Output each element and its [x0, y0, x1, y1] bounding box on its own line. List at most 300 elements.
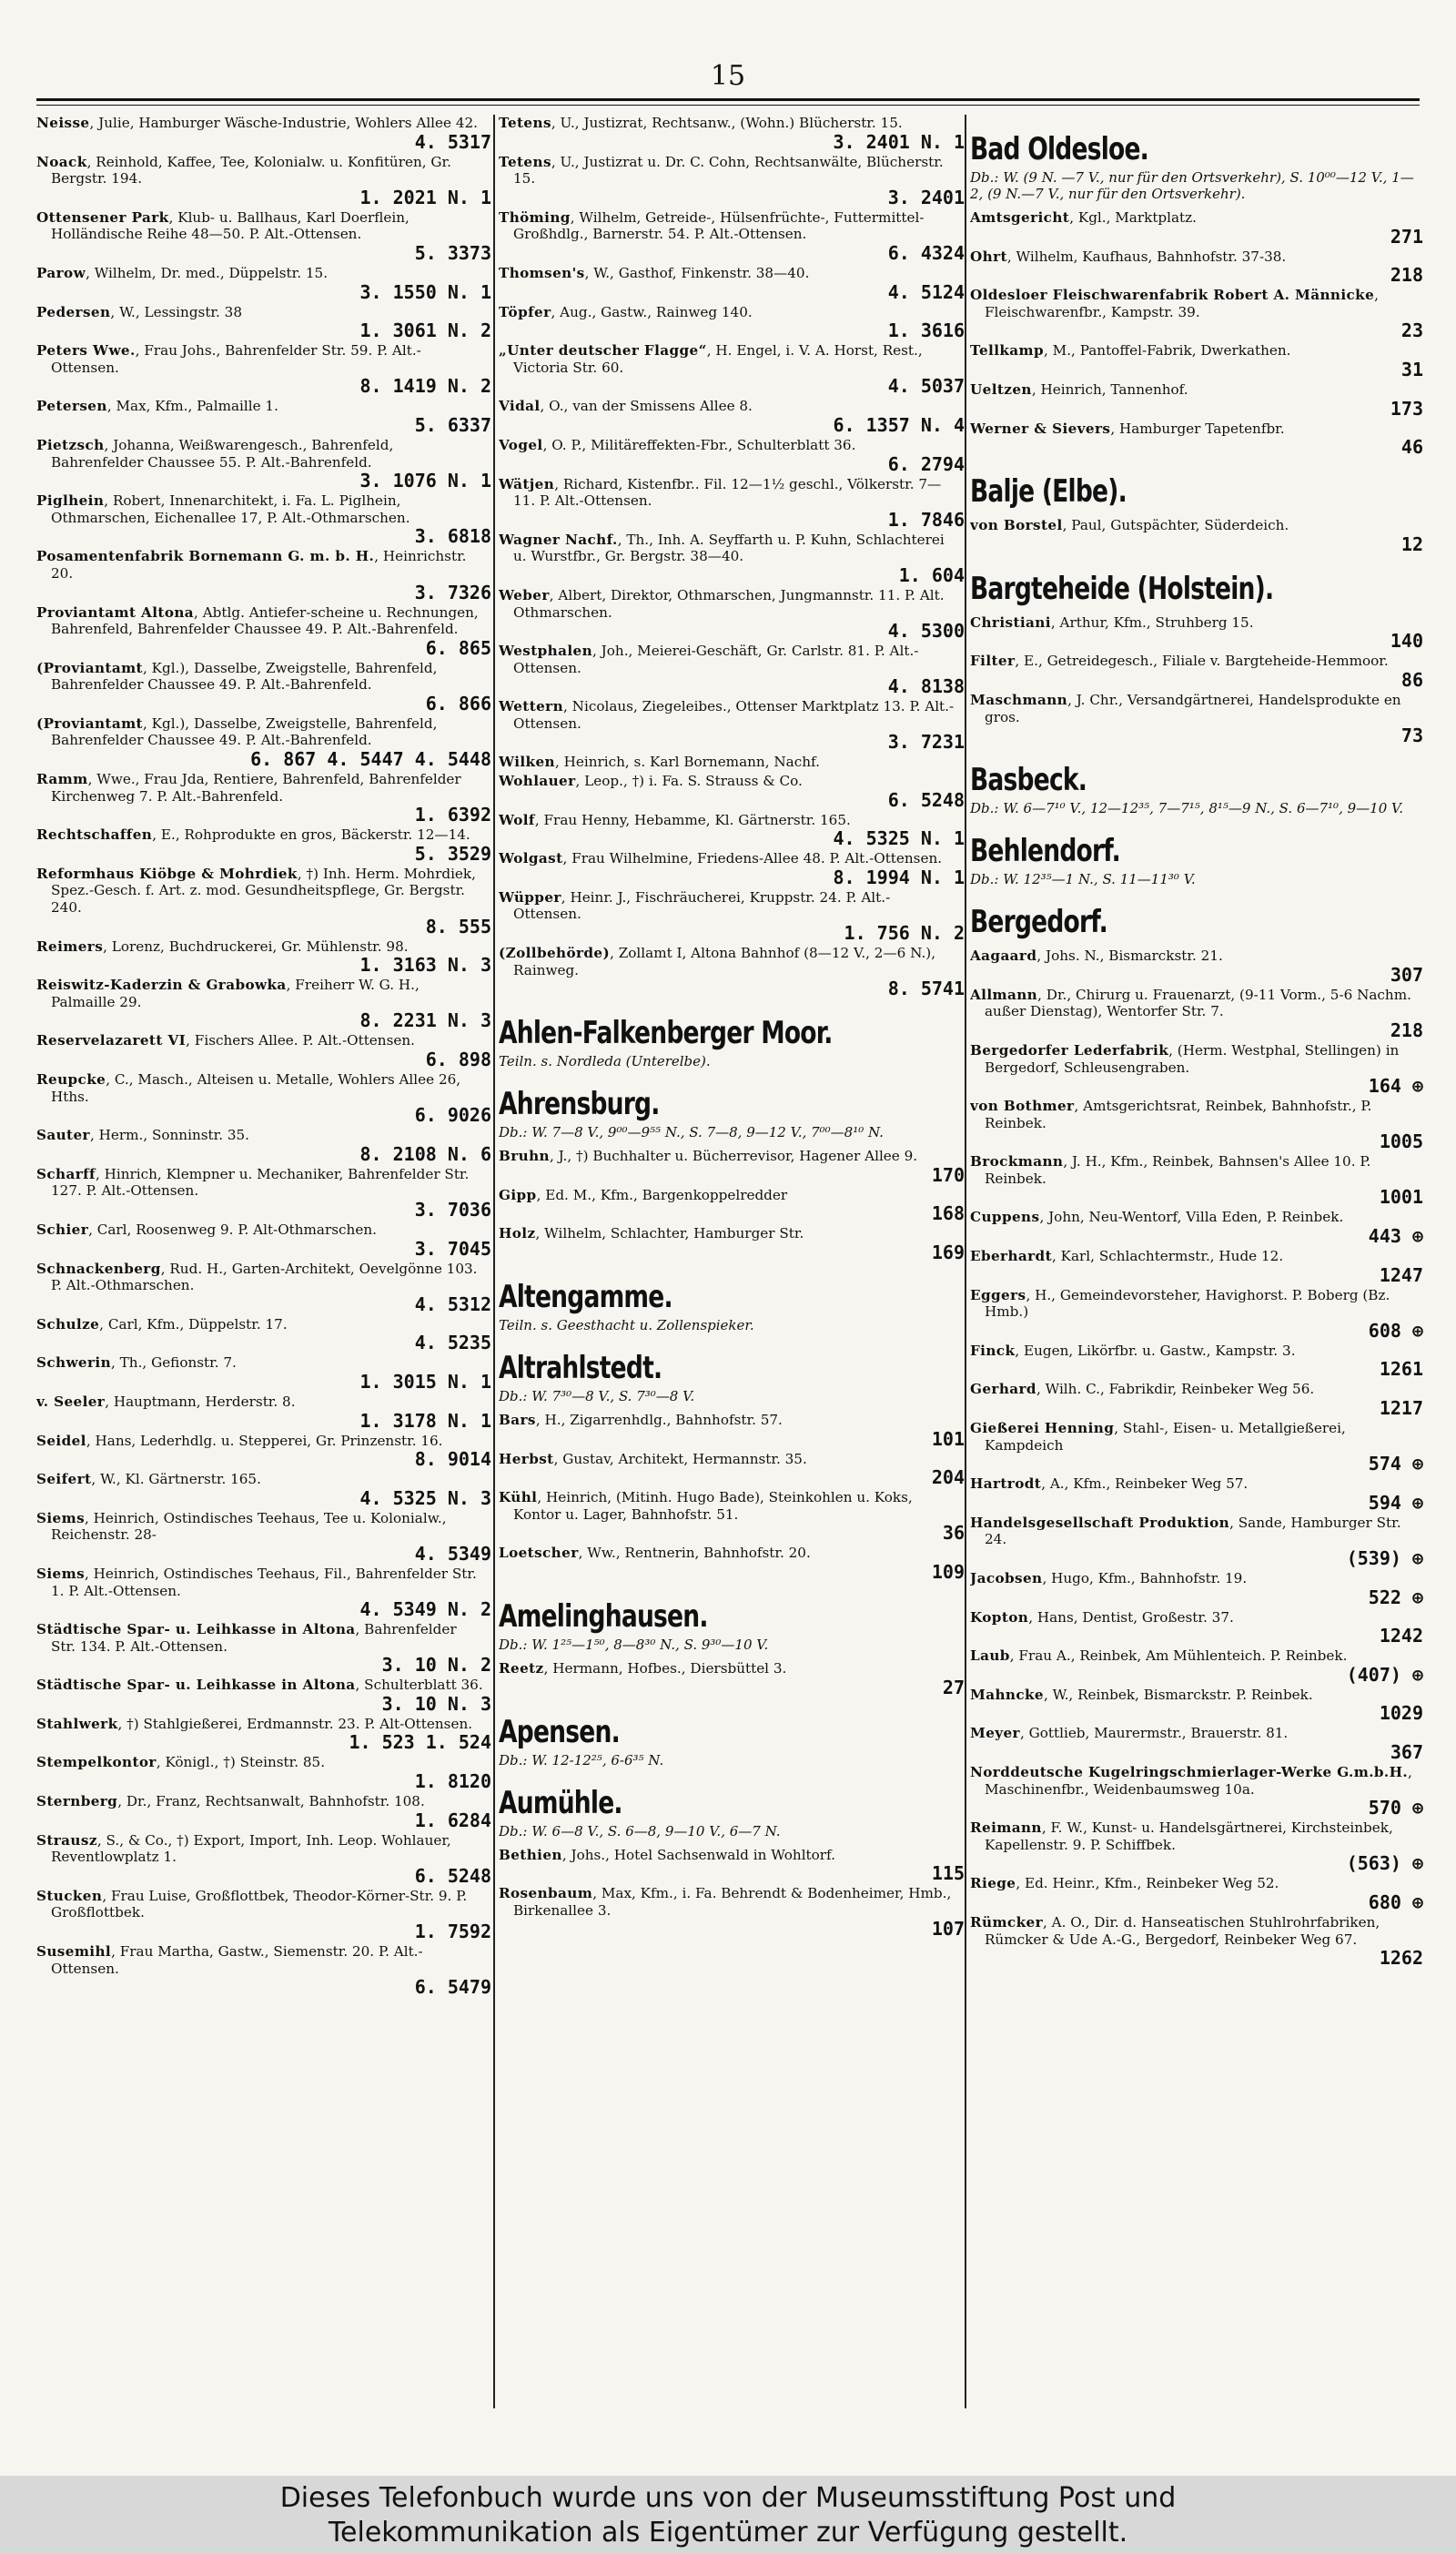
phone-number: 12 — [1400, 532, 1423, 555]
directory-entry — [970, 1687, 1423, 1724]
phone-number: 1029 — [1379, 1702, 1423, 1725]
entry-text: Wolf, Frau Henny, Hebamme, Kl. Gärtnerstr. 165. — [499, 811, 851, 828]
directory-entry — [36, 1793, 491, 1830]
footer-line-2: Telekommunikation als Eigentümer zur Verfügung gestellt. — [328, 2517, 1128, 2549]
directory-entry — [36, 1166, 491, 1220]
place-details: Db.: W. 12³⁵—1 N., S. 11—11³⁰ V. — [970, 871, 1196, 888]
phone-number: 3. 7326 — [414, 581, 491, 603]
column-divider — [493, 115, 495, 2408]
directory-entry — [499, 1225, 965, 1262]
phone-number: 140 — [1390, 630, 1423, 653]
phone-number: 3. 7036 — [414, 1198, 491, 1221]
phone-number: 204 — [931, 1466, 965, 1489]
entry-text: Tellkamp, M., Pantoffel-Fabrik, Dwerkathen. — [970, 342, 1291, 360]
entry-text: Loetscher, Ww., Rentnerin, Bahnhofstr. 20. — [499, 1545, 811, 1562]
entry-text: Rechtschaffen, E., Rohprodukte en gros, Bäckerstr. 12—14. — [36, 826, 470, 844]
entry-text: Wagner Nachf., Th., Inh. A. Seyffarth u. P. Kuhn, Schlachterei u. Wurstfbr., Gr. Bergstr. 38—40. — [499, 531, 945, 565]
phone-number: 3. 1076 N. 1 — [359, 470, 491, 492]
place-name: Amelinghausen. — [499, 1597, 708, 1635]
phone-number: 1247 — [1379, 1263, 1423, 1286]
phone-number: 3. 6818 — [414, 525, 491, 548]
phone-number: 6. 2794 — [887, 452, 965, 475]
phone-number: 1005 — [1379, 1130, 1423, 1153]
phone-number: 31 — [1400, 358, 1423, 380]
directory-entry — [36, 771, 491, 825]
entry-text: „Unter deutscher Flagge“, H. Engel, i. V. A. Horst, Rest., Victoria Str. 60. — [499, 342, 923, 376]
directory-entry — [36, 398, 491, 435]
entry-text: Holz, Wilhelm, Schlachter, Hamburger Str. — [499, 1225, 804, 1242]
phone-number: 4. 5312 — [414, 1292, 491, 1315]
phone-number: 27 — [942, 1676, 965, 1698]
directory-entry — [36, 1261, 491, 1314]
entry-text: Vidal, O., van der Smissens Allee 8. — [499, 398, 753, 415]
entry-text: Rümcker, A. O., Dir. d. Hanseatischen Stuhlrohrfabriken, Rümcker & Ude A.-G., Bergedorf, Reinbeker Weg 67. — [970, 1913, 1380, 1948]
phone-number: 218 — [1390, 1019, 1423, 1041]
place-heading — [499, 1015, 965, 1069]
place-details: Db.: W. 7—8 V., 9⁰⁰—9⁵⁵ N., S. 7—8, 9—12 V., 7⁰⁰—8¹⁰ N. — [499, 1124, 884, 1141]
phone-number: 1. 3061 N. 2 — [359, 319, 491, 342]
phone-number: 574 ⊕ — [1368, 1453, 1423, 1475]
directory-entry — [499, 754, 965, 771]
phone-number: 1. 604 — [898, 563, 965, 586]
entry-text: Proviantamt Altona, Abtlg. Antiefer-scheine u. Rechnungen, Bahrenfeld, Bahrenfelder Chaussee 49. P. Alt.-Bahrenfeld. — [36, 603, 479, 638]
entry-text: Wilken, Heinrich, s. Karl Bornemann, Nachf. — [499, 754, 820, 771]
directory-entry — [499, 1885, 965, 1939]
entry-text: Reetz, Hermann, Hofbes., Diersbüttel 3. — [499, 1659, 787, 1677]
column-1 — [36, 115, 491, 2408]
entry-text: Sternberg, Dr., Franz, Rechtsanwalt, Bahnhofstr. 108. — [36, 1793, 425, 1810]
phone-number: 1. 523 1. 524 — [349, 1731, 491, 1754]
phone-number: 443 ⊕ — [1368, 1225, 1423, 1248]
entry-text: Riege, Ed. Heinr., Kfm., Reinbeker Weg 52. — [970, 1875, 1279, 1892]
directory-entry — [36, 1354, 491, 1392]
entry-text: Kopton, Hans, Dentist, Großestr. 37. — [970, 1608, 1234, 1626]
directory-entry — [36, 115, 491, 152]
phone-number: 1242 — [1379, 1625, 1423, 1647]
phone-number: 4. 5235 — [414, 1332, 491, 1354]
entry-text: Cuppens, John, Neu-Wentorf, Villa Eden, P. Reinbek. — [970, 1209, 1344, 1226]
directory-entry — [499, 154, 965, 208]
directory-entry — [499, 1412, 965, 1449]
directory-entry — [970, 1248, 1423, 1285]
directory-entry — [499, 643, 965, 696]
entry-text: Pietzsch, Johanna, Weißwarengesch., Bahrenfeld, Bahrenfelder Chaussee 55. P. Alt.-Bahrenfeld. — [36, 436, 394, 471]
entry-text: Seidel, Hans, Lederhdlg. u. Stepperei, Gr. Prinzenstr. 16. — [36, 1432, 443, 1449]
phone-number: 4. 5349 N. 2 — [359, 1598, 491, 1621]
entry-text: Wüpper, Heinr. J., Fischräucherei, Kruppstr. 24. P. Alt.-Ottensen. — [499, 888, 891, 923]
directory-entry — [36, 1888, 491, 1941]
place-details: Db.: W. 12-12²⁵, 6-6³⁵ N. — [499, 1751, 664, 1769]
phone-number: 6. 866 — [425, 692, 491, 715]
place-name: Basbeck. — [970, 762, 1087, 799]
entry-text: Sauter, Herm., Sonninstr. 35. — [36, 1127, 250, 1144]
place-heading — [499, 1350, 965, 1404]
phone-number: 608 ⊕ — [1368, 1319, 1423, 1342]
directory-entry — [499, 698, 965, 752]
column-divider — [965, 115, 966, 2408]
entry-text: Aagaard, Johs. N., Bismarckstr. 21. — [970, 948, 1223, 965]
phone-number: 6. 5248 — [414, 1864, 491, 1887]
directory-entry — [970, 421, 1423, 458]
phone-number: 570 ⊕ — [1368, 1797, 1423, 1819]
phone-number: 1217 — [1379, 1397, 1423, 1420]
directory-entry — [499, 398, 965, 435]
entry-text: Noack, Reinhold, Kaffee, Tee, Kolonialw. u. Konfitüren, Gr. Bergstr. 194. — [36, 153, 451, 187]
phone-number: 4. 5349 — [414, 1542, 491, 1565]
entry-text: Brockmann, J. H., Kfm., Reinbek, Bahnsen's Allee 10. P. Reinbek. — [970, 1153, 1371, 1187]
entry-text: Finck, Eugen, Likörfbr. u. Gastw., Kampstr. 3. — [970, 1342, 1296, 1359]
place-name: Ahlen-Falkenberger Moor. — [499, 1015, 833, 1052]
entry-text: Neisse, Julie, Hamburger Wäsche-Industrie, Wohlers Allee 42. — [36, 115, 478, 131]
entry-text: Bergedorfer Lederfabrik, (Herm. Westphal, Stellingen) in Bergedorf, Schleusengraben. — [970, 1041, 1400, 1076]
phone-number: 6. 5479 — [414, 1976, 491, 1999]
phone-number: 271 — [1390, 225, 1423, 248]
place-details: Teiln. s. Geesthacht u. Zollenspieker. — [499, 1317, 754, 1333]
place-heading — [499, 1714, 965, 1769]
entry-text: Tetens, U., Justizrat u. Dr. C. Cohn, Rechtsanwälte, Blücherstr. 15. — [499, 153, 944, 187]
phone-number: 1. 3178 N. 1 — [359, 1409, 491, 1432]
directory-entry — [970, 209, 1423, 247]
phone-number: 3. 7045 — [414, 1237, 491, 1260]
directory-entry — [970, 653, 1423, 690]
directory-entry — [970, 1381, 1423, 1418]
place-details: Db.: W. 1²⁵—1⁵⁰, 8—8³⁰ N., S. 9³⁰—10 V. — [499, 1636, 769, 1653]
phone-number: 8. 555 — [425, 915, 491, 937]
column-3 — [970, 115, 1423, 2408]
entry-text: Posamentenfabrik Bornemann G. m. b. H., Heinrichstr. 20. — [36, 548, 467, 582]
phone-number: 1. 8120 — [414, 1770, 491, 1793]
phone-number: (539) ⊕ — [1346, 1547, 1423, 1569]
directory-entry — [970, 1287, 1423, 1341]
entry-text: Thomsen's, W., Gasthof, Finkenstr. 38—40. — [499, 264, 810, 281]
phone-number: 170 — [931, 1163, 965, 1186]
entry-text: Thöming, Wilhelm, Getreide-, Hülsenfrüchte-, Futtermittel-Großhdlg., Barnerstr. 54. P. Alt.-Ottensen. — [499, 208, 925, 243]
entry-text: Mahncke, W., Reinbek, Bismarckstr. P. Reinbek. — [970, 1686, 1313, 1703]
place-name: Bergedorf. — [970, 904, 1107, 941]
phone-number: 1. 756 N. 2 — [844, 922, 965, 945]
directory-entry — [499, 1660, 965, 1698]
place-name: Bargteheide (Holstein). — [970, 570, 1274, 607]
phone-number: 107 — [931, 1918, 965, 1941]
directory-entry — [36, 492, 491, 546]
entry-text: Wätjen, Richard, Kistenfbr.. Fil. 12—1½ geschl., Völkerstr. 7—11. P. Alt.-Ottensen. — [499, 475, 942, 510]
directory-entry — [970, 1420, 1423, 1474]
directory-entry — [36, 604, 491, 658]
entry-text: Susemihl, Frau Martha, Gastw., Siemenstr. 20. P. Alt.-Ottensen. — [36, 1943, 423, 1977]
footer-banner — [0, 2476, 1456, 2554]
entry-text: Seifert, W., Kl. Gärtnerstr. 165. — [36, 1471, 261, 1488]
directory-entry — [970, 1764, 1423, 1818]
phone-number: 8. 2108 N. 6 — [359, 1142, 491, 1165]
directory-entry — [970, 1515, 1423, 1568]
entry-text: Weber, Albert, Direktor, Othmarschen, Jungmannstr. 11. P. Alt. Othmarschen. — [499, 586, 945, 621]
entry-text: Strausz, S., & Co., †) Export, Import, Inh. Leop. Wohlauer, Reventlowplatz 1. — [36, 1831, 451, 1866]
phone-number: 367 — [1390, 1740, 1423, 1763]
phone-number: 6. 898 — [425, 1049, 491, 1070]
directory-entry — [499, 437, 965, 474]
directory-entry — [36, 1621, 491, 1675]
phone-number: 1. 7592 — [414, 1921, 491, 1943]
directory-entry — [970, 517, 1423, 554]
phone-number: 1261 — [1379, 1358, 1423, 1381]
entry-text: Eberhardt, Karl, Schlachtermstr., Hude 12. — [970, 1248, 1284, 1265]
phone-number: 109 — [931, 1560, 965, 1583]
phone-number: 173 — [1390, 397, 1423, 420]
phone-number: 1. 7846 — [887, 508, 965, 531]
directory-entry — [970, 1647, 1423, 1685]
entry-text: Gipp, Ed. M., Kfm., Bargenkoppelredder — [499, 1186, 788, 1203]
entry-text: Schnackenberg, Rud. H., Garten-Architekt, Oevelgönne 103. P. Alt.-Othmarschen. — [36, 1260, 478, 1294]
entry-text: Meyer, Gottlieb, Maurermstr., Brauerstr. 81. — [970, 1725, 1289, 1742]
directory-entry — [36, 1566, 491, 1619]
place-name: Altengamme. — [499, 1279, 672, 1315]
phone-number: 8. 1994 N. 1 — [833, 866, 965, 888]
directory-entry — [970, 1725, 1423, 1762]
directory-entry — [499, 1451, 965, 1488]
phone-number: 5. 3373 — [414, 241, 491, 264]
place-heading — [970, 904, 1423, 940]
phone-number: 4. 5124 — [887, 280, 965, 303]
phone-number: 86 — [1400, 668, 1423, 691]
directory-entry — [36, 977, 491, 1030]
place-name: Ahrensburg. — [499, 1086, 660, 1123]
phone-number: 1262 — [1379, 1947, 1423, 1970]
phone-number: 1001 — [1379, 1186, 1423, 1209]
phone-number: (563) ⊕ — [1346, 1852, 1423, 1875]
place-heading — [970, 571, 1423, 607]
entry-text: Christiani, Arthur, Kfm., Struhberg 15. — [970, 613, 1254, 631]
place-heading — [970, 762, 1423, 816]
phone-number: 3. 2401 — [887, 186, 965, 208]
place-name: Apensen. — [499, 1713, 620, 1750]
directory-entry — [970, 1475, 1423, 1513]
header-rule — [36, 98, 1420, 106]
directory-entry — [36, 1127, 491, 1164]
entry-text: Ramm, Wwe., Frau Jda, Rentiere, Bahrenfeld, Bahrenfelder Kirchenweg 7. P. Alt.-Bahrenfeld. — [36, 771, 461, 805]
place-details: Db.: W. 7³⁰—8 V., S. 7³⁰—8 V. — [499, 1388, 695, 1404]
phone-number: 73 — [1400, 725, 1423, 747]
phone-number: 1. 6284 — [414, 1809, 491, 1831]
phone-number: 6. 5248 — [887, 788, 965, 811]
directory-entry — [499, 265, 965, 302]
entry-text: Siems, Heinrich, Ostindisches Teehaus, Tee u. Kolonialw., Reichenstr. 28- — [36, 1509, 447, 1544]
directory-entry — [499, 476, 965, 530]
directory-entry — [499, 304, 965, 341]
place-heading — [499, 1598, 965, 1653]
entry-text: Parow, Wilhelm, Dr. med., Düppelstr. 15. — [36, 264, 329, 281]
directory-entry — [36, 715, 491, 769]
phone-number: 4. 8138 — [887, 675, 965, 698]
entry-text: Ueltzen, Heinrich, Tannenhof. — [970, 380, 1188, 398]
phone-number: 522 ⊕ — [1368, 1586, 1423, 1608]
directory-entry — [36, 1316, 491, 1353]
directory-entry — [36, 154, 491, 208]
directory-entry — [970, 1875, 1423, 1912]
entry-text: Reformhaus Kiöbge & Mohrdiek, †) Inh. Herm. Mohrdiek, Spez.-Gesch. f. Art. z. mod. Gesundheitspflege, Gr. Bergstr. 240. — [36, 865, 476, 917]
entry-text: Kühl, Heinrich, (Mitinh. Hugo Bade), Steinkohlen u. Koks, Kontor u. Lager, Bahnhofstr. 51. — [499, 1489, 913, 1523]
entry-text: Gießerei Henning, Stahl-, Eisen- u. Metallgießerei, Kampdeich — [970, 1420, 1346, 1454]
entry-text: Scharff, Hinrich, Klempner u. Mechaniker, Bahrenfelder Str. 127. P. Alt.-Ottensen. — [36, 1165, 470, 1200]
entry-text: Norddeutsche Kugelringschmierlager-Werke G.m.b.H., Maschinenfbr., Weidenbaumsweg 10a. — [970, 1763, 1412, 1798]
phone-number: 164 ⊕ — [1368, 1075, 1423, 1098]
directory-entry — [499, 587, 965, 641]
phone-number: 3. 10 N. 2 — [381, 1654, 491, 1677]
entry-text: Siems, Heinrich, Ostindisches Teehaus, Fil., Bahrenfelder Str. 1. P. Alt.-Ottensen. — [36, 1565, 477, 1599]
entry-text: Bruhn, J., †) Buchhalter u. Bücherrevisor, Hagener Allee 9. — [499, 1148, 918, 1165]
place-heading — [970, 473, 1423, 510]
directory-entry — [499, 812, 965, 849]
directory-entry — [970, 1914, 1423, 1968]
phone-number: 1. 3616 — [887, 319, 965, 342]
entry-text: Jacobsen, Hugo, Kfm., Bahnhofstr. 19. — [970, 1570, 1248, 1586]
phone-number: 115 — [931, 1862, 965, 1885]
phone-number: 169 — [931, 1242, 965, 1263]
entry-text: Gerhard, Wilh. C., Fabrikdir, Reinbeker Weg 56. — [970, 1381, 1315, 1398]
directory-entry — [499, 945, 965, 998]
directory-entry — [36, 342, 491, 396]
place-heading — [499, 1785, 965, 1839]
directory-entry — [499, 773, 965, 810]
phone-number: 6. 4324 — [887, 241, 965, 264]
place-name: Balje (Elbe). — [970, 473, 1127, 511]
entry-text: Töpfer, Aug., Gastw., Rainweg 140. — [499, 303, 753, 320]
phone-number: 6. 1357 N. 4 — [833, 413, 965, 436]
entry-text: Reupcke, C., Masch., Alteisen u. Metalle, Wohlers Allee 26, Hths. — [36, 1071, 461, 1105]
phone-number: 8. 5741 — [887, 978, 965, 1000]
directory-entry — [499, 532, 965, 585]
entry-text: Bethien, Johs., Hotel Sachsenwald in Wohltorf. — [499, 1846, 835, 1863]
phone-number: 168 — [931, 1202, 965, 1225]
directory-entry — [499, 1545, 965, 1582]
entry-text: Werner & Sievers, Hamburger Tapetenfbr. — [970, 420, 1285, 437]
directory-entry — [970, 987, 1423, 1040]
phone-number: 4. 5037 — [887, 375, 965, 398]
column-2 — [499, 115, 965, 2408]
entry-text: Städtische Spar- u. Leihkasse in Altona, Bahrenfelder Str. 134. P. Alt.-Ottensen. — [36, 1621, 457, 1655]
entry-text: Filter, E., Getreidegesch., Filiale v. Bargteheide-Hemmoor. — [970, 653, 1389, 670]
directory-entry — [970, 287, 1423, 340]
entry-text: von Borstel, Paul, Gutspächter, Süderdeich. — [970, 517, 1289, 534]
entry-text: Schwerin, Th., Gefionstr. 7. — [36, 1354, 237, 1372]
entry-text: (Zollbehörde), Zollamt I, Altona Bahnhof (8—12 V., 2—6 N.), Rainweg. — [499, 945, 936, 978]
entry-text: Piglhein, Robert, Innenarchitekt, i. Fa. L. Piglhein, Othmarschen, Eichenallee 17, P. Alt.-Othmarschen. — [36, 492, 410, 526]
entry-text: Maschmann, J. Chr., Versandgärtnerei, Handelsprodukte en gros. — [970, 691, 1401, 725]
directory-entry — [36, 265, 491, 302]
page-number: 15 — [710, 60, 746, 92]
entry-text: Rosenbaum, Max, Kfm., i. Fa. Behrendt & Bodenheimer, Hmb., Birkenallee 3. — [499, 1885, 952, 1919]
directory-entry — [499, 1148, 965, 1185]
directory-entry — [36, 1832, 491, 1886]
directory-entry — [970, 342, 1423, 380]
entry-text: Stucken, Frau Luise, Großflottbek, Theodor-Körner-Str. 9. P. Großflottbek. — [36, 1887, 468, 1921]
directory-entry — [36, 938, 491, 976]
directory-entry — [970, 248, 1423, 286]
entry-text: Städtische Spar- u. Leihkasse in Altona, Schulterblatt 36. — [36, 1677, 483, 1694]
directory-entry — [970, 692, 1423, 745]
directory-entry — [499, 1187, 965, 1224]
phone-number: 3. 7231 — [887, 731, 965, 754]
phone-number: 46 — [1400, 436, 1423, 459]
place-details: Db.: W. (9 N. —7 V., nur für den Ortsverkehr), S. 10⁰⁰—12 V., 1—2, (9 N.—7 V., nur für den Ortsverkehr). — [970, 169, 1414, 202]
entry-text: Stahlwerk, †) Stahlgießerei, Erdmannstr. 23. P. Alt-Ottensen. — [36, 1715, 473, 1732]
place-heading — [499, 1279, 965, 1333]
place-heading — [499, 1086, 965, 1140]
entry-text: Reimann, F. W., Kunst- u. Handelsgärtnerei, Kirchsteinbek, Kapellenstr. 9. P. Schiffbek. — [970, 1819, 1393, 1853]
entry-text: Vogel, O. P., Militäreffekten-Fbr., Schulterblatt 36. — [499, 436, 856, 453]
phone-number: 3. 2401 N. 1 — [833, 130, 965, 153]
directory-entry — [970, 1343, 1423, 1380]
phone-number: 3. 1550 N. 1 — [359, 280, 491, 303]
place-details: Db.: W. 6—8 V., S. 6—8, 9—10 V., 6—7 N. — [499, 1822, 781, 1839]
directory-entry — [36, 1032, 491, 1069]
entry-text: (Proviantamt, Kgl.), Dasselbe, Zweigstelle, Bahrenfeld, Bahrenfelder Chaussee 49. P. Alt.-Bahrenfeld. — [36, 715, 438, 749]
entry-text: Herbst, Gustav, Architekt, Hermannstr. 35. — [499, 1450, 807, 1467]
footer-line-1: Dieses Telefonbuch wurde uns von der Museumsstiftung Post und — [279, 2482, 1177, 2514]
phone-number: 8. 2231 N. 3 — [359, 1009, 491, 1032]
place-name: Altrahlstedt. — [499, 1350, 662, 1386]
entry-text: (Proviantamt, Kgl.), Dasselbe, Zweigstelle, Bahrenfeld, Bahrenfelder Chaussee 49. P. Alt.-Bahrenfeld. — [36, 659, 438, 694]
directory-entry — [499, 1847, 965, 1884]
directory-entry — [36, 1071, 491, 1125]
place-details: Db.: W. 6—7¹⁰ V., 12—12³⁵, 7—7¹⁵, 8¹⁵—9 N., S. 6—7¹⁰, 9—10 V. — [970, 800, 1403, 817]
directory-entry — [36, 1433, 491, 1470]
directory-entry — [499, 115, 965, 152]
phone-number: 1. 6392 — [414, 804, 491, 826]
directory-entry — [36, 1677, 491, 1714]
entry-text: Bars, H., Zigarrenhdlg., Bahnhofstr. 57. — [499, 1412, 783, 1428]
phone-number: 6. 867 4. 5447 4. 5448 — [250, 748, 491, 771]
phone-number: 218 — [1390, 264, 1423, 287]
directory-entry — [36, 1754, 491, 1791]
phone-number: 3. 10 N. 3 — [381, 1692, 491, 1715]
directory-entry — [970, 948, 1423, 985]
place-heading — [970, 833, 1423, 887]
place-name: Bad Oldesloe. — [970, 131, 1148, 167]
directory-entry — [499, 342, 965, 396]
phone-number: 1. 3015 N. 1 — [359, 1370, 491, 1393]
directory-entry — [36, 1716, 491, 1753]
phone-number: 36 — [942, 1522, 965, 1545]
phone-number: 101 — [931, 1427, 965, 1450]
entry-text: Amtsgericht, Kgl., Marktplatz. — [970, 209, 1197, 226]
phone-number: 5. 3529 — [414, 842, 491, 865]
entry-text: Allmann, Dr., Chirurg u. Frauenarzt, (9-11 Vorm., 5-6 Nachm. außer Dienstag), Wentorfer Str. 7. — [970, 986, 1411, 1020]
directory-entry — [970, 1042, 1423, 1096]
phone-number: 680 ⊕ — [1368, 1890, 1423, 1913]
directory-entry — [970, 381, 1423, 419]
entry-text: Westphalen, Joh., Meierei-Geschäft, Gr. Carlstr. 81. P. Alt.-Ottensen. — [499, 643, 919, 676]
entry-text: Handelsgesellschaft Produktion, Sande, Hamburger Str. 24. — [970, 1514, 1401, 1548]
directory-entry — [970, 1153, 1423, 1207]
directory-entry — [970, 1098, 1423, 1151]
entry-text: Reservelazarett VI, Fischers Allee. P. Alt.-Ottensen. — [36, 1032, 415, 1049]
directory-entry — [499, 850, 965, 887]
directory-entry — [970, 1570, 1423, 1607]
directory-entry — [36, 1471, 491, 1508]
directory-entry — [499, 889, 965, 943]
directory-entry — [36, 304, 491, 341]
entry-text: Hartrodt, A., Kfm., Reinbeker Weg 57. — [970, 1475, 1249, 1493]
entry-text: von Bothmer, Amtsgerichtsrat, Reinbek, Bahnhofstr., P. Reinbek. — [970, 1098, 1372, 1131]
directory-entry — [970, 1609, 1423, 1647]
directory-entry — [499, 209, 965, 263]
directory-entry — [36, 1943, 491, 1997]
directory-entry — [36, 660, 491, 714]
phone-number: 4. 5300 — [887, 620, 965, 643]
directory-entry — [36, 866, 491, 937]
directory-entry — [36, 209, 491, 263]
phone-number: 6. 865 — [425, 636, 491, 659]
